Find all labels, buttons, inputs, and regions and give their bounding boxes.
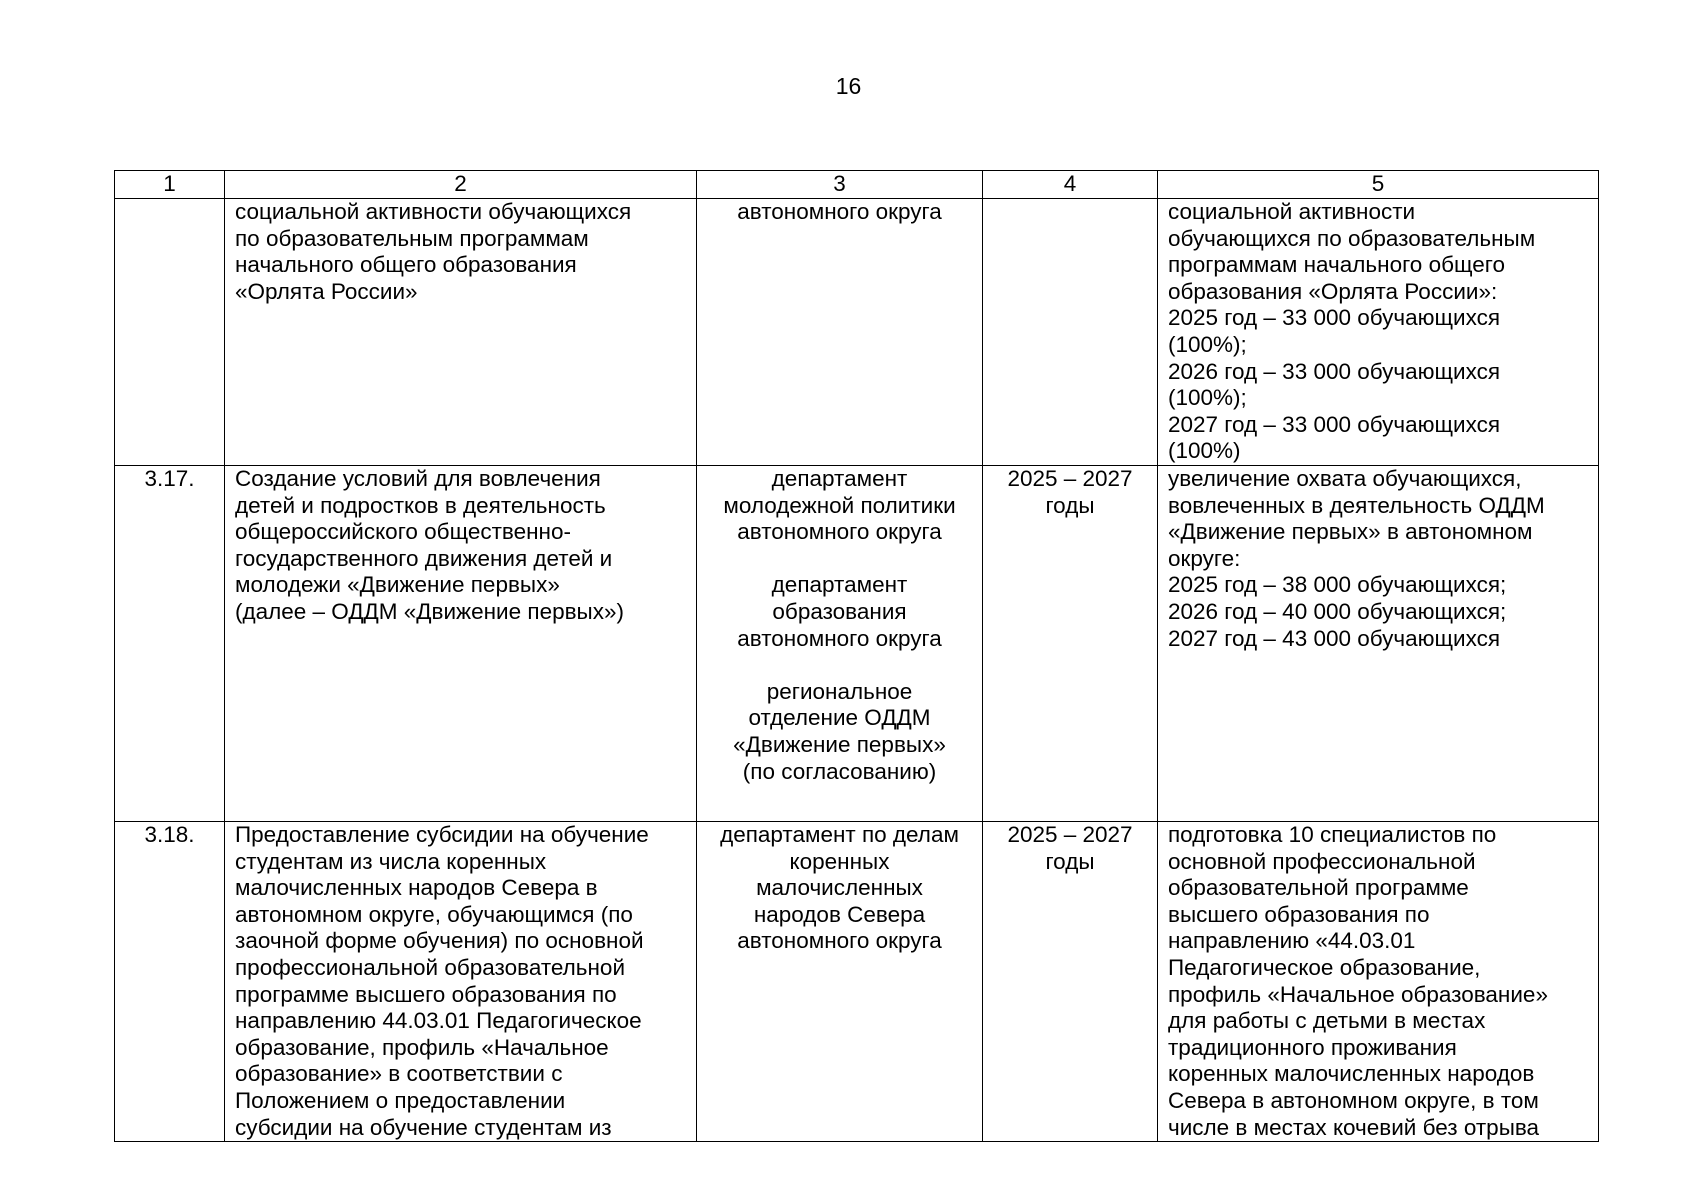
measure-line: профессиональной образовательной [235, 954, 626, 980]
period-line: годы [1045, 492, 1095, 518]
result-line: программам начального общего [1168, 252, 1505, 278]
col-header-5: 5 [1158, 171, 1599, 199]
row-number: 3.17. [144, 466, 195, 491]
result-line: «Движение первых» в автономном [1168, 519, 1533, 545]
result-line: профиль «Начальное образование» [1168, 981, 1548, 1007]
period-line: 2025 – 2027 [1007, 466, 1133, 491]
measure-line: социальной активности обучающихся [235, 199, 632, 224]
result-line: увеличение охвата обучающихся, [1168, 466, 1522, 491]
result-line: образования «Орлята России»: [1168, 278, 1498, 304]
measure-line: студентам из числа коренных [235, 848, 547, 874]
measure-line: образование, профиль «Начальное [235, 1034, 609, 1060]
result-line: основной профессиональной [1168, 848, 1476, 874]
executor-line: автономного округа [737, 519, 942, 545]
result-line: (100%) [1168, 438, 1241, 464]
table-row [115, 466, 1599, 822]
result-line: 2026 год – 33 000 обучающихся [1168, 358, 1501, 384]
col-header-3: 3 [697, 171, 983, 199]
period-line: годы [1045, 848, 1095, 874]
result-line: обучающихся по образовательным [1168, 225, 1536, 251]
result-line: 2027 год – 33 000 обучающихся [1168, 411, 1501, 437]
executor-line: отделение ОДДМ [748, 705, 931, 731]
measure-line: заочной форме обучения) по основной [235, 928, 644, 954]
row-number-cell [115, 199, 225, 466]
measure-line: детей и подростков в деятельность [235, 492, 606, 518]
executor-line: (по согласованию) [742, 758, 937, 784]
period-cell [983, 466, 1158, 822]
result-cell [1158, 199, 1599, 466]
measure-line: Предоставление субсидии на обучение [235, 822, 649, 847]
col-header-1: 1 [115, 171, 225, 199]
measure-line: общероссийского общественно- [235, 519, 571, 545]
executor-line: автономного округа [737, 625, 942, 651]
result-line: 2025 год – 38 000 обучающихся; [1168, 572, 1507, 598]
result-line: направлению «44.03.01 [1168, 928, 1416, 954]
measure-line: образование» в соответствии с [235, 1061, 563, 1087]
measure-cell [225, 822, 697, 1142]
result-line: Севера в автономном округе, в том [1168, 1087, 1539, 1113]
result-line: высшего образования по [1168, 901, 1430, 927]
executor-line: региональное [766, 678, 913, 704]
executor-line: автономного округа [737, 928, 942, 954]
period-line: 2025 – 2027 [1007, 822, 1133, 847]
result-line: подготовка 10 специалистов по [1168, 822, 1497, 847]
row-number-cell [115, 822, 225, 1142]
row-number-cell [115, 466, 225, 822]
measure-line: Положением о предоставлении [235, 1087, 566, 1113]
measure-line: по образовательным программам [235, 225, 589, 251]
result-line: 2026 год – 40 000 обучающихся; [1168, 598, 1507, 624]
measure-line: «Орлята России» [235, 278, 418, 304]
col-header-4: 4 [983, 171, 1158, 199]
executor-cell [697, 466, 983, 822]
result-cell [1158, 822, 1599, 1142]
executor-line: «Движение первых» [733, 731, 946, 757]
executor-line: народов Севера [753, 901, 926, 927]
row-number: 3.18. [144, 822, 195, 847]
table-row [115, 822, 1599, 1142]
measure-line: программе высшего образования по [235, 981, 617, 1007]
result-line: традиционного проживания [1168, 1034, 1457, 1060]
result-line: вовлеченных в деятельность ОДДМ [1168, 492, 1545, 518]
executor-line: департамент [771, 572, 908, 598]
executor-cell [697, 199, 983, 466]
result-line: (100%); [1168, 331, 1247, 357]
col-header-2: 2 [225, 171, 697, 199]
result-line: (100%); [1168, 385, 1247, 411]
period-cell [983, 199, 1158, 466]
measure-line: (далее – ОДДМ «Движение первых») [235, 598, 624, 624]
period-cell [983, 822, 1158, 1142]
result-line: образовательной программе [1168, 875, 1469, 901]
measure-line: малочисленных народов Севера в [235, 875, 598, 901]
executor-line: автономного округа [737, 199, 942, 224]
table-row [115, 199, 1599, 466]
executor-gap [707, 546, 972, 573]
result-line: числе в местах кочевий без отрыва [1168, 1114, 1540, 1140]
result-line: 2027 год – 43 000 обучающихся [1168, 625, 1501, 651]
measure-line: автономном округе, обучающимся (по [235, 901, 633, 927]
executor-line: малочисленных [756, 875, 923, 901]
result-line: округе: [1168, 545, 1241, 571]
result-line: Педагогическое образование, [1168, 954, 1481, 980]
measure-cell [225, 466, 697, 822]
measures-table [114, 170, 1599, 1142]
executor-line: молодежной политики [723, 492, 956, 518]
measure-line: направлению 44.03.01 Педагогическое [235, 1008, 642, 1034]
executor-line: департамент по делам [720, 822, 959, 847]
measure-line: Создание условий для вовлечения [235, 466, 601, 491]
measure-line: государственного движения детей и [235, 545, 613, 571]
measure-line: субсидии на обучение студентам из [235, 1114, 612, 1140]
executor-gap [707, 652, 972, 679]
result-line: для работы с детьми в местах [1168, 1008, 1486, 1034]
result-line: 2025 год – 33 000 обучающихся [1168, 305, 1501, 331]
measure-cell [225, 199, 697, 466]
executor-line: коренных [789, 848, 890, 874]
result-cell [1158, 466, 1599, 822]
executor-line: департамент [771, 466, 908, 491]
measure-line: молодежи «Движение первых» [235, 572, 560, 598]
table-header-row [115, 171, 1599, 199]
executor-cell [697, 822, 983, 1142]
measure-line: начального общего образования [235, 252, 577, 278]
executor-line: образования [772, 598, 907, 624]
page-number: 16 [835, 73, 862, 99]
result-line: социальной активности [1168, 199, 1416, 224]
result-line: коренных малочисленных народов [1168, 1061, 1535, 1087]
